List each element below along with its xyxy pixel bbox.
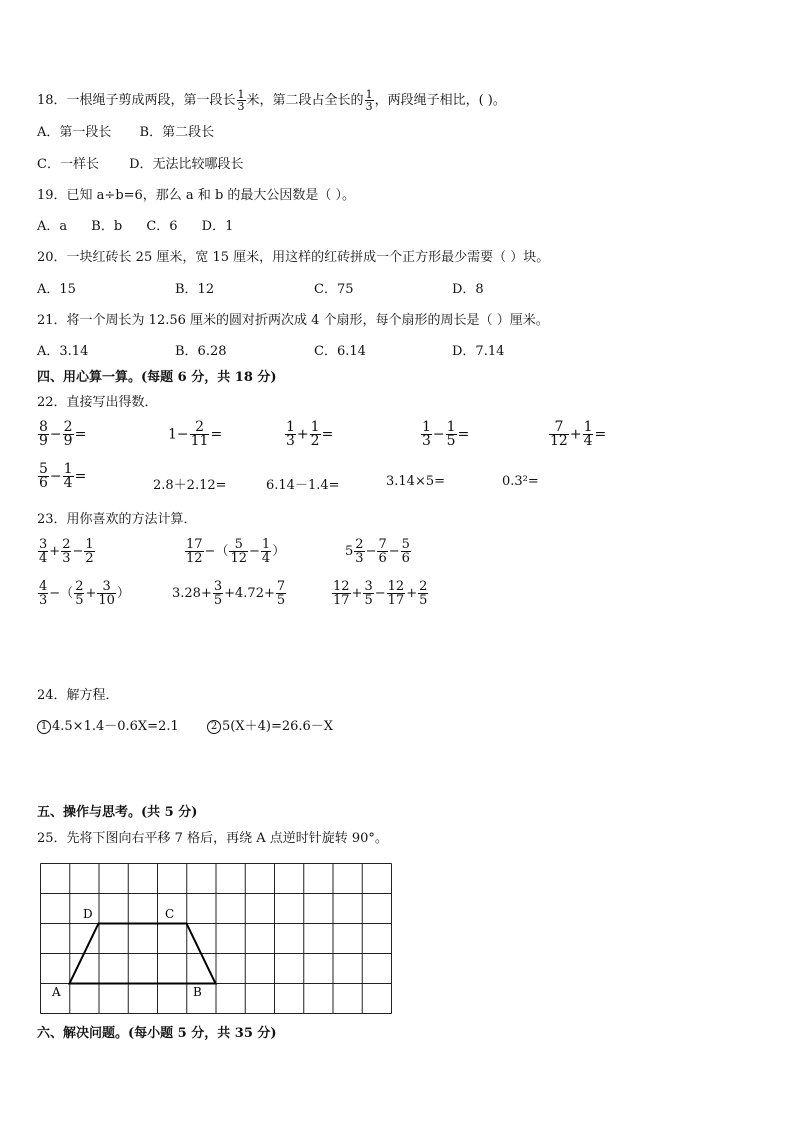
equation-2: 2 5(X＋4)=26.6－X <box>207 719 333 735</box>
q22-expr-3: $\frac{1}{3}$ + $\frac{1}{2}$ = <box>286 419 334 449</box>
option-b[interactable]: B．b <box>91 219 123 234</box>
q23-expr-5: 3.28+ $\frac{3}{5}$ +4.72+ $\frac{7}{5}$ <box>172 579 286 608</box>
q22-expr-7: 2.8＋2.12= <box>153 478 227 493</box>
option-d[interactable]: D．1 <box>201 219 234 234</box>
fraction: $\frac{1}{4}$ <box>261 537 271 566</box>
section-5-heading: 五、操作与思考。(共 5 分) <box>37 805 198 820</box>
question-21: 21．将一个周长为 12.56 厘米的圆对折两次成 4 个扇形，每个扇形的周长是（ ）厘米。 <box>37 313 549 328</box>
vertex-label-c: C <box>165 907 175 921</box>
fraction: $\frac{2}{5}$ <box>419 579 428 608</box>
q22-expr-2: 1− $\frac{2}{11}$ = <box>168 419 223 449</box>
q22-expr-4: $\frac{1}{3}$ − $\frac{1}{5}$ = <box>422 419 470 449</box>
question-19: 19．已知 a÷b=6，那么 a 和 b 的最大公因数是（ ）。 <box>37 188 356 203</box>
question-23-title: 23．用你喜欢的方法计算． <box>37 512 197 527</box>
option-b[interactable]: B．6.28 <box>175 344 227 359</box>
fraction: $\frac{5}{6}$ <box>39 461 48 491</box>
fraction: $\frac{1}{2}$ <box>85 537 94 566</box>
q23-expr-2: $\frac{17}{12}$ −（ $\frac{5}{12}$ − $\frac{1}{4}$ ） <box>186 537 286 566</box>
option-a[interactable]: A．3.14 <box>37 344 89 359</box>
fraction: $\frac{1}{2}$ <box>310 419 320 449</box>
grid-lines <box>41 864 392 1014</box>
q23-expr-4: $\frac{4}{3}$ −（ $\frac{2}{5}$ + $\frac{3}{10}$ ） <box>39 579 130 608</box>
option-a[interactable]: A．15 <box>37 282 76 297</box>
fraction: $\frac{2}{11}$ <box>190 419 209 449</box>
vertex-label-a: A <box>52 985 61 999</box>
q22-expr-5: $\frac{7}{12}$ + $\frac{1}{4}$ = <box>550 419 607 449</box>
circled-number: 1 <box>37 720 51 734</box>
fraction: $\frac{2}{5}$ <box>75 579 84 608</box>
fraction: $\frac{3}{5}$ <box>364 579 373 608</box>
grid-figure <box>40 862 396 1017</box>
fraction: $\frac{7}{12}$ <box>550 419 568 449</box>
fraction: $\frac{1}{4}$ <box>63 461 73 491</box>
option-c[interactable]: C．6.14 <box>314 344 366 359</box>
option-b[interactable]: B．12 <box>175 282 215 297</box>
section-4-heading: 四、用心算一算。(每题 6 分，共 18 分) <box>37 370 277 385</box>
fraction: $\frac{7}{5}$ <box>276 579 286 608</box>
fraction: $\frac{1}{3}$ <box>365 88 373 113</box>
option-d[interactable]: D．7.14 <box>452 344 505 359</box>
q22-expr-8: 6.14－1.4= <box>266 478 340 493</box>
q23-expr-1: $\frac{3}{4}$ + $\frac{2}{3}$ − $\frac{1}{2}$ <box>39 537 94 566</box>
fraction: $\frac{3}{10}$ <box>98 579 115 608</box>
question-24-title: 24．解方程． <box>37 688 119 703</box>
fraction: $\frac{3}{5}$ <box>213 579 223 608</box>
option-c[interactable]: C．75 <box>314 282 354 297</box>
option-d[interactable]: D．8 <box>452 282 484 297</box>
q22-expr-10: 0.3²= <box>502 474 539 489</box>
fraction: $\frac{1}{3}$ <box>286 419 295 449</box>
circled-number: 2 <box>207 720 221 734</box>
section-6-heading: 六、解决问题。(每小题 5 分，共 35 分) <box>37 1026 277 1041</box>
fraction: $\frac{1}{3}$ <box>422 419 431 449</box>
option-c[interactable]: C．一样长 <box>37 157 99 172</box>
q23-expr-6: $\frac{12}{17}$ + $\frac{3}{5}$ − $\frac{12}{17}$ + $\frac{2}{5}$ <box>333 579 428 608</box>
option-a[interactable]: A．第一段长 <box>37 125 112 140</box>
q18-options-row1 <box>37 125 214 141</box>
vertex-label-b: B <box>193 985 202 999</box>
option-c[interactable]: C．6 <box>146 219 178 234</box>
vertex-label-d: D <box>83 907 93 921</box>
fraction: $\frac{2}{9}$ <box>63 419 73 449</box>
fraction: $\frac{7}{6}$ <box>378 537 387 566</box>
q19-options <box>37 219 233 235</box>
equation-1: 1 4.5×1.4－0.6X=2.1 <box>37 719 179 734</box>
fraction: $\frac{1}{3}$ <box>237 88 245 113</box>
question-20: 20．一块红砖长 25 厘米，宽 15 厘米，用这样的红砖拼成一个正方形最少需要（ ）块。 <box>37 250 550 265</box>
q23-expr-3: 5 $\frac{2}{3}$ − $\frac{7}{6}$ − $\frac{5}{6}$ <box>345 537 410 566</box>
question-22-title: 22．直接写出得数． <box>37 395 158 410</box>
fraction: $\frac{8}{9}$ <box>39 419 48 449</box>
fraction: $\frac{1}{5}$ <box>446 419 456 449</box>
q24-equations <box>37 719 334 735</box>
fraction: $\frac{3}{4}$ <box>39 537 48 566</box>
fraction: $\frac{2}{3}$ <box>355 537 364 566</box>
fraction: $\frac{12}{17}$ <box>387 579 405 608</box>
question-25: 25．先将下图向右平移 7 格后，再绕 A 点逆时针旋转 90°。 <box>37 831 388 846</box>
q22-expr-6: $\frac{5}{6}$ − $\frac{1}{4}$ = <box>39 461 87 491</box>
q22-expr-9: 3.14×5= <box>386 474 446 489</box>
fraction: $\frac{5}{12}$ <box>230 537 247 566</box>
option-b[interactable]: B．第二段长 <box>139 125 215 140</box>
q18-options-row2 <box>37 157 244 173</box>
fraction: $\frac{17}{12}$ <box>186 537 203 566</box>
option-a[interactable]: A．a <box>37 219 68 234</box>
fraction: $\frac{12}{17}$ <box>333 579 350 608</box>
fraction: $\frac{1}{4}$ <box>583 419 593 449</box>
q22-expr-1: $\frac{8}{9}$ − $\frac{2}{9}$ = <box>39 419 87 449</box>
question-18: 18．一根绳子剪成两段，第一段长 $\frac{1}{3}$ 米，第二段占全长的 $\frac{1}{3}$ ，两段绳子相比，( )。 <box>37 88 506 113</box>
option-d[interactable]: D．无法比较哪段长 <box>129 157 244 172</box>
fraction: $\frac{2}{3}$ <box>62 537 71 566</box>
fraction: $\frac{4}{3}$ <box>39 579 48 608</box>
fraction: $\frac{5}{6}$ <box>401 537 410 566</box>
